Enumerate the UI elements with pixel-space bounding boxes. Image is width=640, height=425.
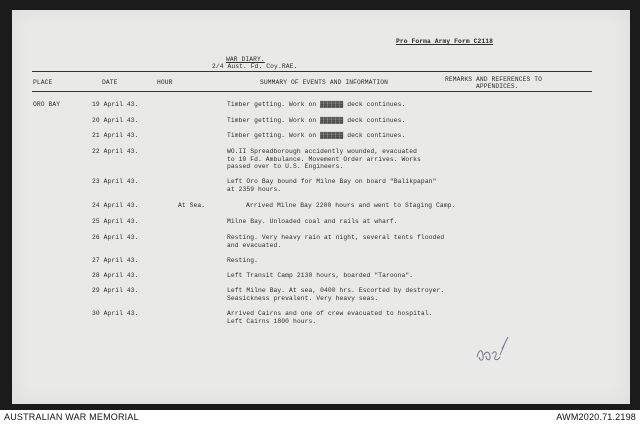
entry-summary: Left Oro Bay bound for Milne Bay on board "Balikpapan" at 2359 hours. xyxy=(227,178,437,193)
entry-hour: At Sea. xyxy=(178,202,206,209)
header-rule-top xyxy=(32,71,592,72)
header-rule-bottom xyxy=(32,91,592,92)
entry-summary: Resting. xyxy=(227,257,259,264)
footer-credit: AUSTRALIAN WAR MEMORIAL xyxy=(4,412,139,422)
entry-date: 22 April 43. xyxy=(92,148,139,155)
entry-date: 27 April 43. xyxy=(92,257,139,264)
signature-scrawl-icon xyxy=(474,335,514,367)
entry-summary: Arrived Milne Bay 2200 hours and went to Staging Camp. xyxy=(246,202,456,209)
entry-date: 24 April 43. xyxy=(92,202,139,209)
entry-date: 30 April 43. xyxy=(92,310,139,317)
footer-accession: AWM2020.71.2198 xyxy=(556,412,636,422)
entry-summary: Left Milne Bay. At sea, 0400 hrs. Escorted by destroyer. Seasickness prevalent. Very heavy seas. xyxy=(227,287,445,302)
entry-date: 29 April 43. xyxy=(92,287,139,294)
unit-name: 2/4 Aust. Fd. Coy.RAE. xyxy=(212,63,298,70)
entry-date: 26 April 43. xyxy=(92,234,139,241)
entry-summary: WO.II Spreadborough accidently wounded, evacuated to 10 Fd. Ambulance. Movement Order arrives. Works passed over to U.S. Engineers. xyxy=(227,148,421,170)
col-summary: SUMMARY OF EVENTS AND INFORMATION xyxy=(260,79,388,86)
entry-summary: Timber getting. Work on ▓▓▓▓▓▓ deck continues. xyxy=(227,101,406,108)
entry-date: 23 April 43. xyxy=(92,178,139,185)
col-date: DATE xyxy=(102,79,118,86)
handwritten-signature xyxy=(474,335,514,372)
entry-date: 28 April 43. xyxy=(92,272,139,279)
entry-date: 20 April 43. xyxy=(92,117,139,124)
entry-date: 19 April 43. xyxy=(92,101,139,108)
entry-summary: Arrived Cairns and one of crew evacuated to hospital. Left Cairns 1800 hours. xyxy=(227,310,433,325)
entry-summary: Left Transit Camp 2130 hours, boarded "Taroona". xyxy=(227,272,414,279)
col-place: PLACE xyxy=(33,79,53,86)
entry-date: 21 April 43. xyxy=(92,132,139,139)
entry-place: ORO BAY xyxy=(33,101,61,108)
diary-title: WAR DIARY. xyxy=(226,56,265,63)
entry-date: 25 April 43. xyxy=(92,218,139,225)
diary-page xyxy=(12,10,630,404)
entry-summary: Timber getting. Work on ▓▓▓▓▓▓ deck continues. xyxy=(227,132,406,139)
form-title: Pro Forma Army Form C2118 xyxy=(396,38,493,45)
entry-summary: Timber getting. Work on ▓▓▓▓▓▓ deck continues. xyxy=(227,117,406,124)
col-remarks-cont: APPENDICES. xyxy=(476,83,519,90)
entry-summary: Resting. Very heavy rain at night, several tents flooded and evacuated. xyxy=(227,234,445,249)
col-remarks: REMARKS AND REFERENCES TO xyxy=(445,76,542,83)
col-hour: HOUR xyxy=(157,79,173,86)
entry-summary: Milne Bay. Unloaded coal and rails at wharf. xyxy=(227,218,398,225)
